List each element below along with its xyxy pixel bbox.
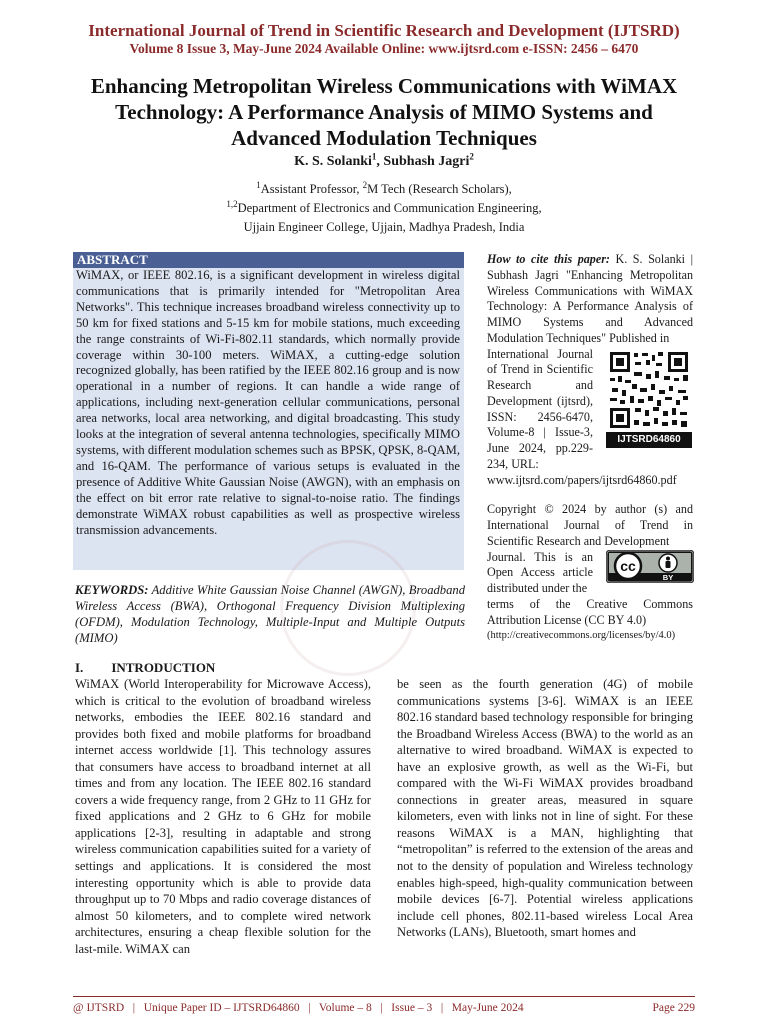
author-separator: , xyxy=(376,154,384,169)
journal-issue-line: Volume 8 Issue 3, May-June 2024 Available Online: www.ijtsrd.com e-ISSN: 2456 – 6470 xyxy=(129,41,639,56)
paper-title-line-2: Technology: A Performance Analysis of MIMO Systems and xyxy=(115,100,653,124)
cc-by-icon xyxy=(606,550,694,583)
citation-label: How to cite this paper: xyxy=(487,252,610,266)
affiliation-line-1 xyxy=(0,180,768,198)
footer-divider xyxy=(73,996,695,997)
abstract-text: WiMAX, or IEEE 802.16, is a significant development in wireless digital communications that is primarily intended for "Metropolitan Area Networks". This technique increases broadband wireless connectivity up to 50 km for fixed stations and 5-15 km for mobile stations, much exceeding the range constraints of Wi-Fi-802.11 standards, which normally provide coverage within 30-100 meters. WiMAX, a cutting-edge solution recognized globally, has been ratified by the IEEE 802.16 group and is now operational in a number of regions. It can handle a wide range of applications, including next-generation cellular communications, personal area networks, local area networking, and digital broadcasting. This study looks at the integration of several antenna technologies, specifically MIMO systems, with different modulation schemes such as BPSK, QPSK, 8-QAM, and 16-QAM. The performance of various setups is evaluated in the presence of Additive White Gaussian Noise (AWGN), with an emphasis on the effect on bit error rate relative to signal-to-noise ratio. The findings demonstrate WiMAX robust capabilities as well as prospective wireless transmission advancements. xyxy=(76,268,460,537)
page-number: Page 229 xyxy=(652,1002,695,1014)
cc-badge-label: cc xyxy=(620,558,636,574)
intro-column-right: be seen as the fourth generation (4G) of mobile communications systems [3-6]. WiMAX is an IEEE 802.16 standard based technology responsible for bringing the Broadband Wireless Access (BWA) to the world as an alternative to wired broadband. WiMAX is expected to have an explosive growth, as well as the Wi-Fi, but compared with the Wi-Fi WiMAX provides broadband connections in greater areas, measured in square kilometers, even with links not in line of sight. For these reasons WiMAX is a MAN, highlighting that “metropolitan” is referred to the extension of the areas and not to the density of population and Wireless technology enables high-speed, high-quality communication between mobile devices [6-7]. Potential wireless applications include cell phones, 802.11-based wireless Local Area Networks (LANs), Bluetooth, smart homes and xyxy=(397,677,693,940)
section-number: I. xyxy=(75,660,84,675)
author-sup-2: 2 xyxy=(469,151,474,162)
intro-column-left: WiMAX (World Interoperability for Microwave Access), which is critical to the evolution of broadband wireless networks, embodies the IEEE 802.16 standard and provides both fixed and mobile platforms for broadband internet access worldwide [1]. This technology assures that consumers have access to broadband internet at all times and from any location. The IEEE 802.16 standard covers a wide frequency range, from 2 GHz to 11 GHz for fixed applications and 2 GHz to 6 GHz for mobile applications [2-3], resulting in adaptable and strong wireless communication capabilities suited for a variety of settings and applications. It is considered the most interesting opportunity which is able to provide data throughput up to 70 Mbps and radio coverage distances of almost 50 kilometers, and to complete wired network architectures, ensuring a cheap flexible solution for the last-mile. WiMAX can xyxy=(75,677,371,956)
journal-title: International Journal of Trend in Scientific Research and Development (IJTSRD) xyxy=(88,21,680,40)
section-heading-introduction xyxy=(75,660,215,676)
author-name-1: K. S. Solanki xyxy=(294,154,372,169)
author-name-2: Subhash Jagri xyxy=(383,154,470,169)
qr-code xyxy=(608,350,690,430)
keywords-label: KEYWORDS: xyxy=(75,583,149,597)
copyright-narrow: Journal. This is an Open Access article distributed under the xyxy=(487,549,593,595)
affiliation-line-3: Ujjain Engineer College, Ujjain, Madhya Pradesh, India xyxy=(243,220,525,234)
citation-url[interactable]: www.ijtsrd.com/papers/ijtsrd64860.pdf xyxy=(487,472,677,487)
paper-title-line-1: Enhancing Metropolitan Wireless Communications with WiMAX xyxy=(90,74,678,98)
license-url[interactable]: (http://creativecommons.org/licenses/by/4.0) xyxy=(487,630,676,642)
qr-code-graphic xyxy=(608,350,690,430)
affil-sup: 2 xyxy=(362,179,368,190)
qr-label: IJTSRD64860 xyxy=(606,432,692,448)
affiliation-line-2 xyxy=(0,199,768,217)
section-title: INTRODUCTION xyxy=(111,660,216,675)
copyright-tail: terms of the Creative Commons Attribution License (CC BY 4.0) xyxy=(487,596,693,627)
copyright-text: Copyright © 2024 by author (s) and International Journal of Trend in Scientific Research and Development xyxy=(487,502,693,548)
keywords xyxy=(75,582,465,646)
page-footer xyxy=(73,1001,695,1016)
keywords-text: Additive White Gaussian Noise Channel (AWGN), Broadband Wireless Access (BWA), Orthogonal Frequency Division Multiplexing (OFDM), Modulation Technology, Multiple-Input and Multiple Outputs (MIMO) xyxy=(75,583,465,645)
affil-sup: 1,2 xyxy=(226,198,238,209)
citation-intro xyxy=(487,252,693,347)
by-badge-label: BY xyxy=(662,573,674,582)
citation-details: International Journal of Trend in Scientific Research and Development (ijtsrd), ISSN: 2456-6470, Volume-8 | Issue-3, June 2024, pp.229-234, URL: xyxy=(487,346,593,471)
affil-department: Department of Electronics and Communication Engineering, xyxy=(237,201,542,215)
paper-title-line-3: Advanced Modulation Techniques xyxy=(231,126,537,150)
cc-by-license-badge[interactable] xyxy=(606,550,694,583)
affil-role-1: Assistant Professor, xyxy=(260,182,363,196)
citation-text: K. S. Solanki | Subhash Jagri "Enhancing Metropolitan Wireless Communications with WiMAX Technology: A Performance Analysis of MIMO Systems and Advanced Modulation Techniques" Published in xyxy=(487,252,693,345)
affil-sup: 1 xyxy=(256,179,261,190)
paper-title xyxy=(40,73,728,151)
citation-block xyxy=(487,252,693,644)
author-list xyxy=(0,153,768,171)
abstract-heading: ABSTRACT xyxy=(73,252,464,268)
author-sup-1: 1 xyxy=(371,151,377,162)
footer-info: @ IJTSRD | Unique Paper ID – IJTSRD64860 | Volume – 8 | Issue – 3 | May-June 2024 xyxy=(73,1002,524,1014)
affil-role-2: M Tech (Research Scholars), xyxy=(367,182,512,196)
